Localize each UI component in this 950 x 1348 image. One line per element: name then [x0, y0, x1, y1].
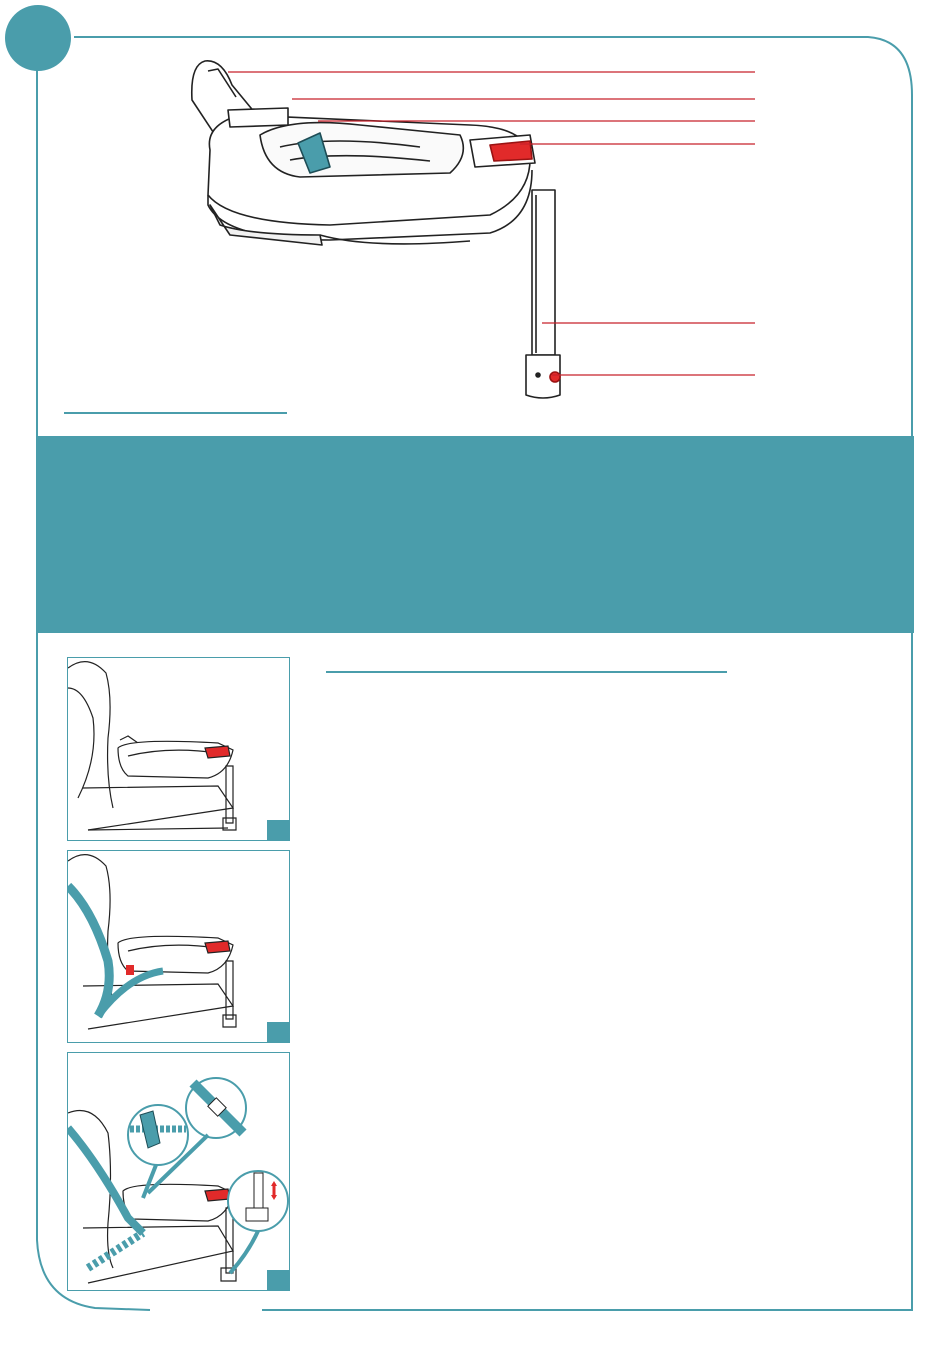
vehicle-seat-with-base-drawing — [68, 658, 290, 841]
step-3-badge — [267, 1270, 289, 1290]
info-banner — [37, 436, 914, 633]
callout-lines — [0, 0, 950, 420]
step-2-illustration — [67, 850, 290, 1043]
vehicle-seat-with-belt-drawing — [68, 851, 290, 1043]
step-2-badge — [267, 1022, 289, 1042]
step-3-illustration — [67, 1052, 290, 1291]
step-1-illustration — [67, 657, 290, 841]
step-1-badge — [267, 820, 289, 840]
vehicle-seat-installed-drawing — [68, 1053, 290, 1291]
